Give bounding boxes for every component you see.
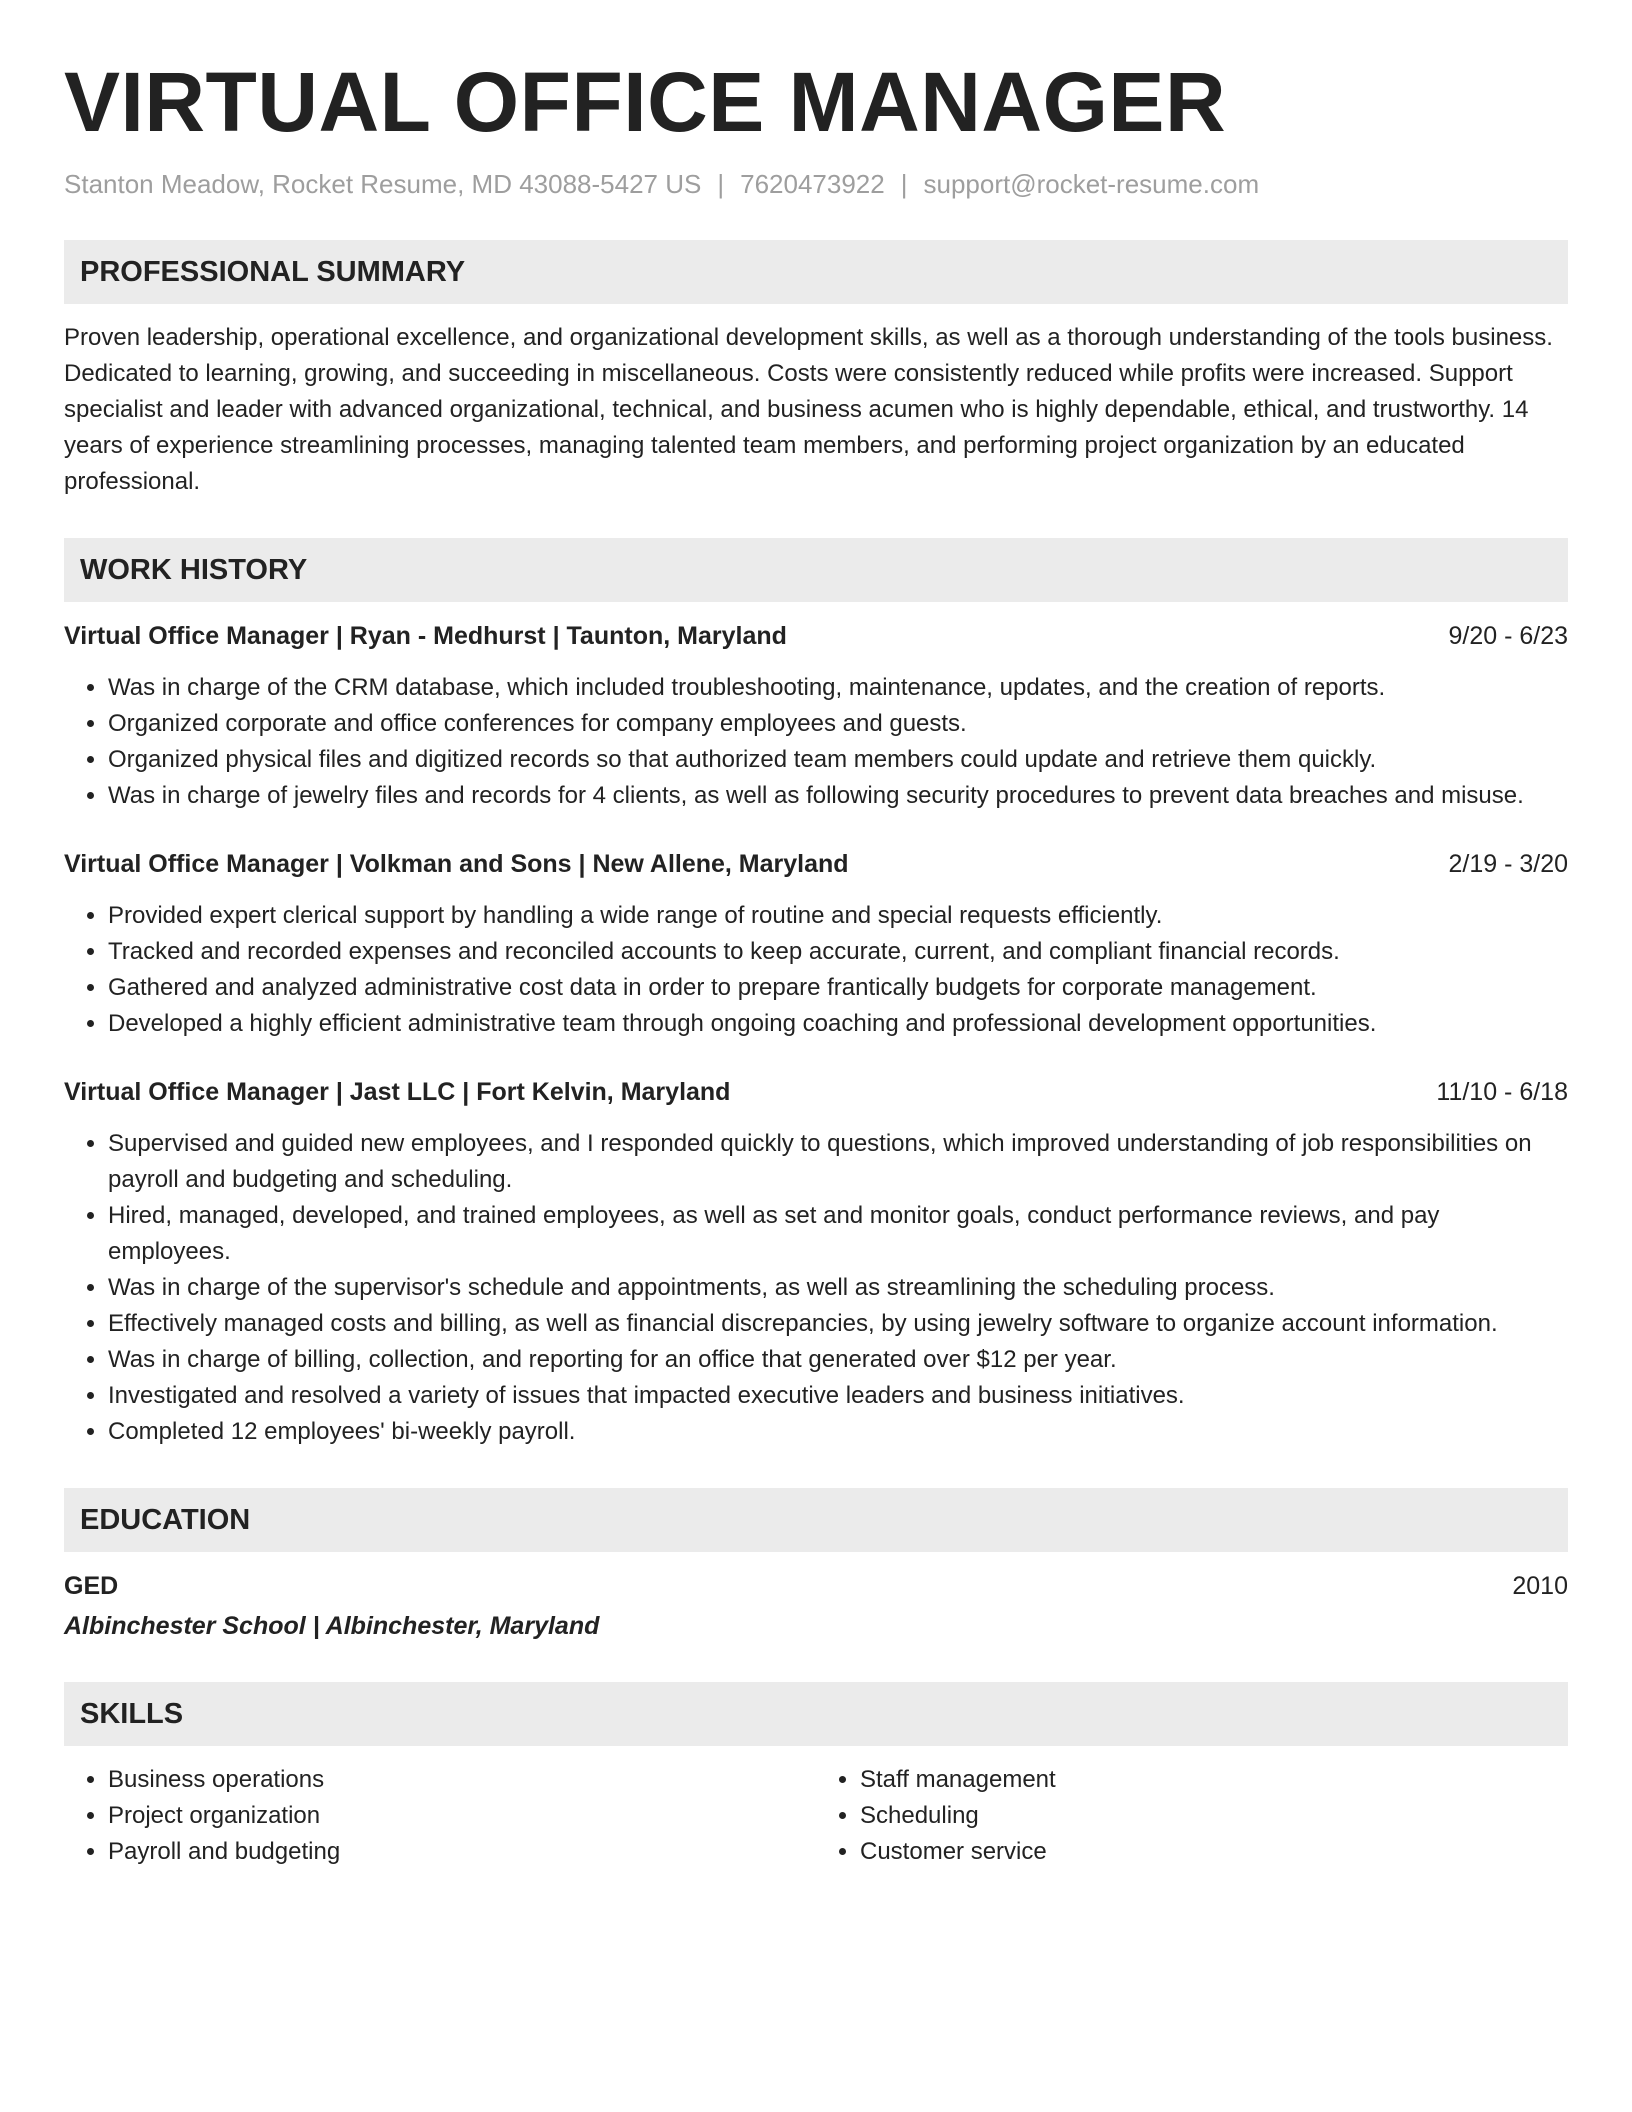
contact-line: [64, 166, 1568, 202]
contact-address: Stanton Meadow, Rocket Resume, MD 43088-5427 US: [64, 169, 702, 199]
job-entry: [64, 1074, 1568, 1450]
job-bullet: • Investigated and resolved a variety of issues that impacted executive leaders and business initiatives.: [108, 1378, 1568, 1414]
job-bullet: • Was in charge of jewelry files and records for 4 clients, as well as following security procedures to prevent data breaches and misuse.: [108, 778, 1568, 814]
skill-item: • Project organization: [108, 1798, 816, 1834]
job-bullet: • Developed a highly efficient administrative team through ongoing coaching and professional development opportunities.: [108, 1006, 1568, 1042]
skill-item: • Staff management: [860, 1762, 1568, 1798]
job-dates: 2/19 - 3/20: [1448, 850, 1568, 878]
skills-column-left: [64, 1762, 816, 1870]
contact-phone: 7620473922: [740, 169, 885, 199]
job-bullet: • Provided expert clerical support by handling a wide range of routine and special requests efficiently.: [108, 898, 1568, 934]
summary-text: Proven leadership, operational excellence, and organizational development skills, as well as a thorough understanding of the tools business. Dedicated to learning, growing, and succeeding in miscellaneous. Costs were consistently reduced while profits were increased. Support specialist and leader with advanced organizational, technical, and business acumen who is highly dependable, ethical, and trustworthy. 14 years of experience streamlining processes, managing talented team members, and performing project organization by an educated professional.: [64, 324, 1553, 495]
job-bullet: • Gathered and analyzed administrative cost data in order to prepare frantically budgets for corporate management.: [108, 970, 1568, 1006]
job-bullet: • Hired, managed, developed, and trained employees, as well as set and monitor goals, conduct performance reviews, and pay employees.: [108, 1198, 1568, 1270]
job-bullet: • Completed 12 employees' bi-weekly payroll.: [108, 1414, 1568, 1450]
job-bullet: • Organized physical files and digitized records so that authorized team members could update and retrieve them quickly.: [108, 742, 1568, 778]
job-bullets: [64, 1126, 1568, 1450]
contact-separator: |: [900, 169, 908, 199]
education-entry: [64, 1568, 1568, 1644]
job-heading: Virtual Office Manager | Volkman and Sons | New Allene, Maryland: [64, 850, 849, 878]
education-degree: GED: [64, 1572, 119, 1600]
job-heading: Virtual Office Manager | Ryan - Medhurst | Taunton, Maryland: [64, 622, 787, 650]
education-school: Albinchester School | Albinchester, Maryland: [64, 1612, 600, 1640]
job-entry: [64, 846, 1568, 1042]
job-bullet: • Was in charge of the supervisor's schedule and appointments, as well as streamlining the scheduling process.: [108, 1270, 1568, 1306]
job-bullet: • Organized corporate and office conferences for company employees and guests.: [108, 706, 1568, 742]
job-dates: 9/20 - 6/23: [1448, 622, 1568, 650]
job-bullet: • Tracked and recorded expenses and reconciled accounts to keep accurate, current, and compliant financial records.: [108, 934, 1568, 970]
skill-item: • Payroll and budgeting: [108, 1834, 816, 1870]
job-dates: 11/10 - 6/18: [1436, 1078, 1568, 1106]
education-year: 2010: [1512, 1572, 1568, 1600]
candidate-name: VIRTUAL OFFICE MANAGER: [64, 55, 1227, 149]
job-bullets: [64, 670, 1568, 814]
job-bullet: • Was in charge of the CRM database, which included troubleshooting, maintenance, updates, and the creation of reports.: [108, 670, 1568, 706]
job-bullet: • Was in charge of billing, collection, and reporting for an office that generated over $12 per year.: [108, 1342, 1568, 1378]
work-history-section-header: WORK HISTORY: [64, 538, 1568, 602]
contact-separator: |: [717, 169, 725, 199]
job-bullet: • Effectively managed costs and billing, as well as financial discrepancies, by using jewelry software to organize account information.: [108, 1306, 1568, 1342]
summary-section-header: PROFESSIONAL SUMMARY: [64, 240, 1568, 304]
skill-item: • Scheduling: [860, 1798, 1568, 1834]
skills-list: [64, 1762, 1568, 1870]
skills-section-header: SKILLS: [64, 1682, 1568, 1746]
job-bullet: • Supervised and guided new employees, and I responded quickly to questions, which improved understanding of job responsibilities on payroll and budgeting and scheduling.: [108, 1126, 1568, 1198]
skills-column-right: [816, 1762, 1568, 1870]
skill-item: • Business operations: [108, 1762, 816, 1798]
job-heading: Virtual Office Manager | Jast LLC | Fort Kelvin, Maryland: [64, 1078, 731, 1106]
contact-email[interactable]: support@rocket-resume.com: [923, 169, 1260, 199]
education-section-header: EDUCATION: [64, 1488, 1568, 1552]
job-entry: [64, 618, 1568, 814]
job-bullets: [64, 898, 1568, 1042]
skill-item: • Customer service: [860, 1834, 1568, 1870]
